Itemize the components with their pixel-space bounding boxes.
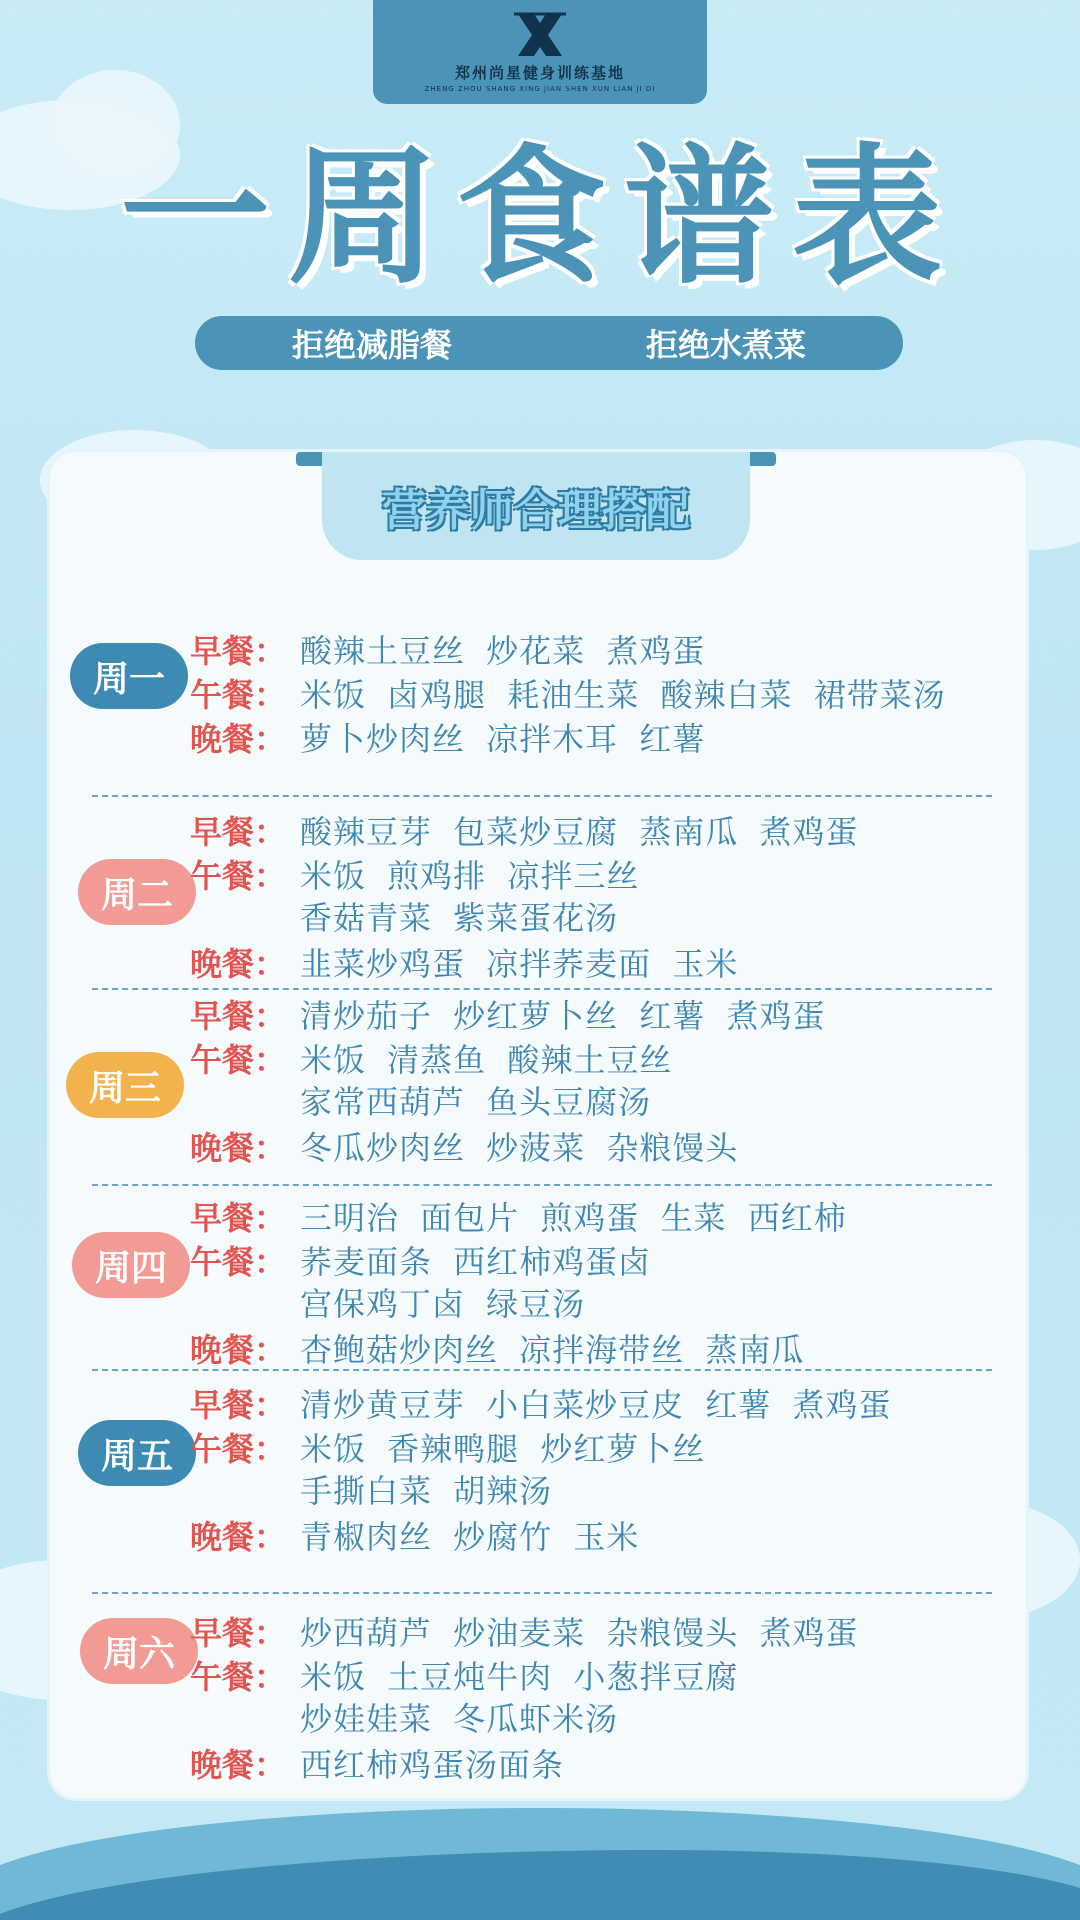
dinner-items: 韭菜炒鸡蛋 凉拌荞麦面 玉米 [300, 945, 739, 983]
slogan-right: 拒绝水煮菜 [645, 326, 806, 364]
page-title: 一周食谱表 [119, 131, 960, 305]
brand-pinyin: ZHENG ZHOU SHANG XING JIAN SHEN XUN LIAN JI DI [424, 85, 656, 93]
day-badge-sat: 周六 [80, 1618, 198, 1684]
lunch-row [190, 852, 639, 896]
breakfast-row [190, 627, 705, 671]
dinner-label: 晚餐： [190, 1518, 287, 1556]
dinner-row [190, 1124, 738, 1168]
dinner-label: 晚餐： [190, 720, 287, 758]
lunch-label: 午餐： [190, 1430, 287, 1468]
dinner-label: 晚餐： [190, 1746, 287, 1784]
breakfast-row [190, 992, 826, 1036]
card-tab [322, 452, 750, 560]
lunch-items: 米饭 土豆炖牛肉 小葱拌豆腐 [300, 1658, 739, 1696]
lunch-label: 午餐： [190, 857, 287, 895]
dinner-items: 冬瓜炒肉丝 炒菠菜 杂粮馒头 [300, 1129, 739, 1167]
brand-x-icon [512, 12, 568, 58]
breakfast-label: 早餐： [190, 1614, 287, 1652]
lunch-items-cont: 宫保鸡丁卤 绿豆汤 [300, 1285, 586, 1323]
lunch-row [190, 1653, 738, 1697]
lunch-row [190, 671, 946, 715]
lunch-row [190, 1425, 705, 1469]
breakfast-row [190, 1609, 859, 1653]
lunch-label: 午餐： [190, 1243, 287, 1281]
lunch-items: 米饭 卤鸡腿 耗油生菜 酸辣白菜 裙带菜汤 [300, 676, 946, 714]
breakfast-label: 早餐： [190, 813, 287, 851]
dinner-label: 晚餐： [190, 1331, 287, 1369]
lunch-items: 荞麦面条 西红柿鸡蛋卤 [300, 1243, 652, 1281]
day-badge-mon: 周一 [70, 643, 188, 709]
slogan-bar [195, 316, 903, 370]
lunch-label: 午餐： [190, 1041, 287, 1079]
dinner-row [190, 940, 738, 984]
breakfast-label: 早餐： [190, 632, 287, 670]
day-badge-thu: 周四 [72, 1232, 190, 1298]
dinner-label: 晚餐： [190, 945, 287, 983]
lunch-label: 午餐： [190, 1658, 287, 1696]
lunch-items-cont: 家常西葫芦 鱼头豆腐汤 [300, 1083, 652, 1121]
breakfast-label: 早餐： [190, 997, 287, 1035]
day-badge-wed: 周三 [66, 1052, 184, 1118]
breakfast-items: 清炒茄子 炒红萝卜丝 红薯 煮鸡蛋 [300, 997, 826, 1035]
breakfast-items: 炒西葫芦 炒油麦菜 杂粮馒头 煮鸡蛋 [300, 1614, 859, 1652]
lunch-label: 午餐： [190, 676, 287, 714]
day-divider [92, 1184, 992, 1186]
breakfast-items: 酸辣豆芽 包菜炒豆腐 蒸南瓜 煮鸡蛋 [300, 813, 859, 851]
slogan-left: 拒绝减脂餐 [291, 326, 452, 364]
lunch-row [190, 1036, 672, 1080]
brand-name: 郑州尚星健身训练基地 [454, 64, 625, 82]
day-badge-tue: 周二 [78, 859, 196, 925]
dinner-items: 青椒肉丝 炒腐竹 玉米 [300, 1518, 640, 1556]
dinner-row [190, 1326, 804, 1370]
breakfast-items: 三明治 面包片 煎鸡蛋 生菜 西红柿 [300, 1199, 847, 1237]
dinner-items: 萝卜炒肉丝 凉拌木耳 红薯 [300, 720, 706, 758]
dinner-row [190, 1513, 639, 1557]
lunch-items: 米饭 清蒸鱼 酸辣土豆丝 [300, 1041, 673, 1079]
breakfast-items: 清炒黄豆芽 小白菜炒豆皮 红薯 煮鸡蛋 [300, 1386, 892, 1424]
dinner-items: 西红柿鸡蛋汤面条 [300, 1746, 565, 1784]
breakfast-row [190, 1381, 892, 1425]
day-divider [92, 1369, 992, 1371]
breakfast-items: 酸辣土豆丝 炒花菜 煮鸡蛋 [300, 632, 706, 670]
dinner-label: 晚餐： [190, 1129, 287, 1167]
breakfast-row [190, 1194, 847, 1238]
dinner-row [190, 715, 705, 759]
lunch-items-cont: 手撕白菜 胡辣汤 [300, 1472, 553, 1510]
day-divider [92, 1592, 992, 1594]
card-tab-label: 营养师合理搭配 [382, 485, 690, 536]
dinner-row [190, 1741, 564, 1785]
dinner-items: 杏鲍菇炒肉丝 凉拌海带丝 蒸南瓜 [300, 1331, 805, 1369]
day-badge-fri: 周五 [78, 1420, 196, 1486]
breakfast-row [190, 808, 859, 852]
breakfast-label: 早餐： [190, 1199, 287, 1237]
day-divider [92, 795, 992, 797]
breakfast-label: 早餐： [190, 1386, 287, 1424]
brand-logo-box [373, 0, 707, 104]
lunch-row [190, 1238, 651, 1282]
lunch-items: 米饭 煎鸡排 凉拌三丝 [300, 857, 640, 895]
lunch-items-cont: 炒娃娃菜 冬瓜虾米汤 [300, 1700, 619, 1738]
lunch-items: 米饭 香辣鸭腿 炒红萝卜丝 [300, 1430, 706, 1468]
lunch-items-cont: 香菇青菜 紫菜蛋花汤 [300, 899, 619, 937]
day-divider [92, 988, 992, 990]
